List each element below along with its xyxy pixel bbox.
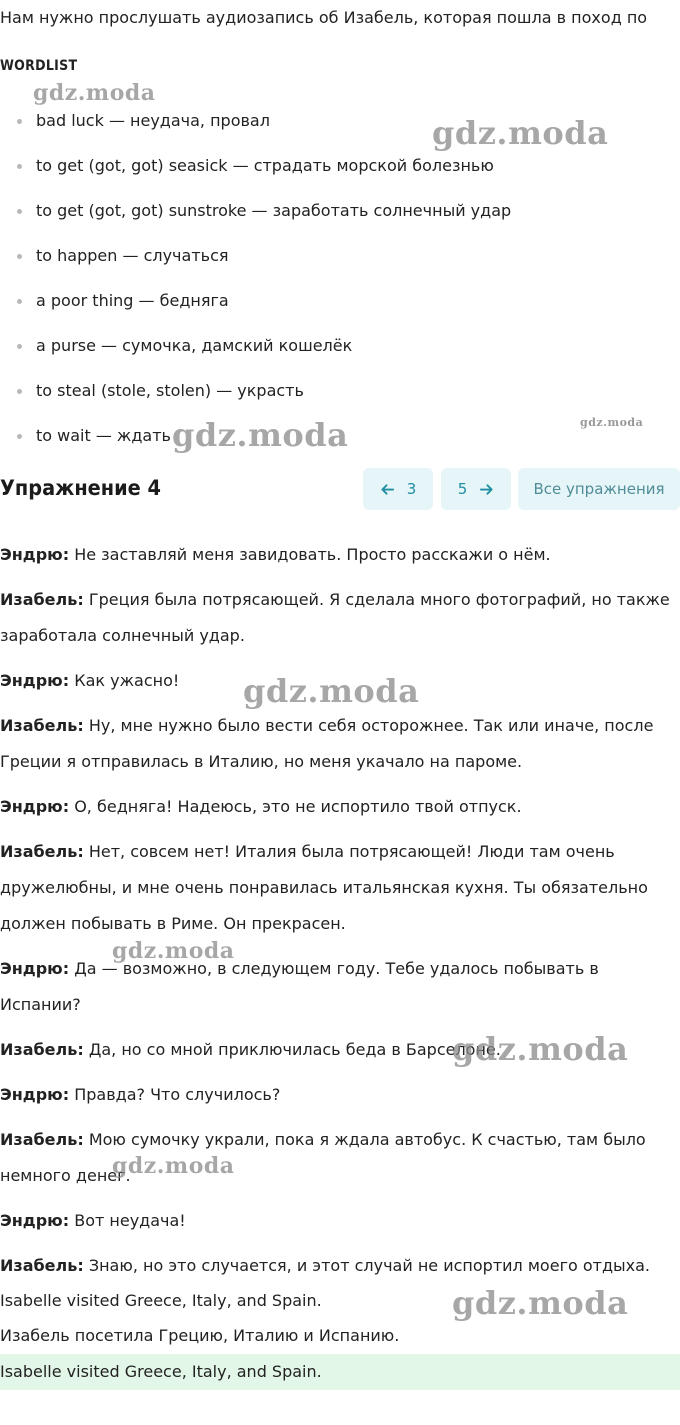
arrow-left-icon	[380, 482, 395, 497]
speaker-name: Изабель:	[0, 1130, 84, 1149]
dialog-line	[0, 1122, 680, 1194]
intro-clip	[0, 44, 680, 54]
speaker-name: Изабель:	[0, 1256, 84, 1275]
intro-text: Нам нужно прослушать аудиозапись об Изабель, которая пошла в поход по	[0, 8, 648, 27]
speaker-name: Изабель:	[0, 716, 84, 735]
speaker-text: Правда? Что случилось?	[69, 1085, 281, 1104]
speaker-text: Греция была потрясающей. Я сделала много фотографий, но также заработала солнечный удар.	[0, 590, 670, 645]
watermark: gdz.moda	[112, 938, 235, 964]
answer-russian: Изабель посетила Грецию, Италию и Испанию.	[0, 1326, 400, 1345]
dialog-transcript	[0, 524, 680, 1282]
dialog-line	[0, 834, 680, 942]
speaker-text: Не заставляй меня завидовать. Просто расскажи о нём.	[69, 545, 551, 564]
dialog-line	[0, 951, 680, 1023]
wordlist-item-text: bad luck — неудача, провал	[36, 111, 270, 130]
bullet-icon	[17, 254, 22, 259]
speaker-text: Ну, мне нужно было вести себя осторожнее. Так или иначе, после Греции я отправилась в Италию, но меня укачало на пароме.	[0, 716, 654, 771]
bullet-icon	[17, 389, 22, 394]
speaker-name: Изабель:	[0, 590, 84, 609]
watermark: gdz.moda	[452, 1284, 629, 1322]
wordlist-item	[0, 148, 680, 193]
arrow-right-icon	[479, 482, 494, 497]
answer-highlight: Isabelle visited Greece, Italy, and Spain.	[0, 1354, 680, 1390]
bullet-icon	[17, 434, 22, 439]
bullet-icon	[17, 209, 22, 214]
speaker-text: О, бедняга! Надеюсь, это не испортило твой отпуск.	[69, 797, 522, 816]
speaker-name: Эндрю:	[0, 797, 70, 816]
dialog-line	[0, 1248, 680, 1282]
bullet-icon	[17, 164, 22, 169]
all-exercises-label: Все упражнения	[533, 480, 665, 498]
dialog-line	[0, 537, 680, 573]
dialog-line	[0, 582, 680, 654]
wordlist-item-text: to wait — ждать	[36, 426, 171, 445]
next-exercise-button[interactable]	[441, 468, 511, 510]
speaker-text: Да — возможно, в следующем году. Тебе удалось побывать в Испании?	[0, 959, 599, 1014]
wordlist-item	[0, 283, 680, 328]
watermark: gdz.moda	[172, 416, 349, 454]
speaker-text: Нет, совсем нет! Италия была потрясающей! Люди там очень дружелюбны, и мне очень понравилась итальянская кухня. Ты обязательно должен побывать в Риме. Он прекрасен.	[0, 842, 648, 933]
bullet-icon	[17, 119, 22, 124]
dialog-line	[0, 789, 680, 825]
speaker-text: Как ужасно!	[69, 671, 180, 690]
wordlist-item-text: to steal (stole, stolen) — украсть	[36, 381, 304, 400]
speaker-text: Да, но со мной приключилась беда в Барселоне.	[83, 1040, 501, 1059]
wordlist-item	[0, 373, 680, 418]
watermark: gdz.moda	[432, 114, 609, 152]
speaker-name: Эндрю:	[0, 959, 70, 978]
speaker-text: Вот неудача!	[69, 1211, 186, 1230]
watermark: gdz.moda	[112, 1153, 235, 1179]
speaker-name: Эндрю:	[0, 1085, 70, 1104]
next-exercise-label: 5	[457, 480, 468, 498]
answer-english: Isabelle visited Greece, Italy, and Spain.	[0, 1291, 322, 1310]
wordlist-item-text: to get (got, got) seasick — страдать морской болезнью	[36, 156, 494, 175]
speaker-name: Эндрю:	[0, 545, 70, 564]
wordlist-item-text: to get (got, got) sunstroke — заработать солнечный удар	[36, 201, 512, 220]
prev-exercise-button[interactable]	[363, 468, 433, 510]
bullet-icon	[17, 299, 22, 304]
watermark: gdz.moda	[580, 416, 644, 429]
wordlist	[0, 103, 680, 463]
speaker-name: Эндрю:	[0, 671, 70, 690]
prev-exercise-label: 3	[406, 480, 417, 498]
dialog-line	[0, 1077, 680, 1113]
speaker-name: Эндрю:	[0, 1211, 70, 1230]
watermark: gdz.moda	[243, 672, 420, 710]
wordlist-item-text: a poor thing — бедняга	[36, 291, 229, 310]
all-exercises-button[interactable]	[518, 468, 680, 510]
wordlist-item-text: a purse — сумочка, дамский кошелёк	[36, 336, 353, 355]
dialog-line	[0, 1203, 680, 1239]
exercise-header	[0, 468, 680, 510]
speaker-name: Изабель:	[0, 1040, 84, 1059]
wordlist-item	[0, 328, 680, 373]
wordlist-title: WORDLIST	[0, 58, 78, 74]
wordlist-item	[0, 193, 680, 238]
wordlist-item-text: to happen — случаться	[36, 246, 229, 265]
bullet-icon	[17, 344, 22, 349]
dialog-line	[0, 708, 680, 780]
watermark: gdz.moda	[33, 80, 156, 106]
wordlist-item	[0, 238, 680, 283]
speaker-name: Изабель:	[0, 842, 84, 861]
speaker-text: Мою сумочку украли, пока я ждала автобус. К счастью, там было немного денег.	[0, 1130, 646, 1185]
exercise-title: Упражнение 4	[0, 476, 161, 500]
speaker-text: Знаю, но это случается, и этот случай не испортил моего отдыха.	[83, 1256, 651, 1275]
watermark: gdz.moda	[452, 1030, 629, 1068]
